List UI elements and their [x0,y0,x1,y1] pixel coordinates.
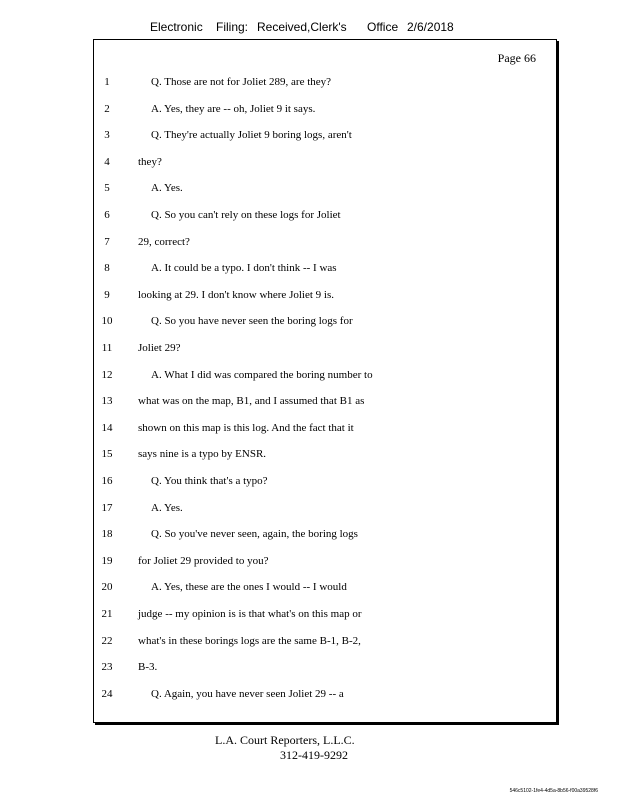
line-text: Joliet 29? [138,342,181,354]
line-number: 7 [104,235,110,248]
footer-company: L.A. Court Reporters, L.L.C. [215,733,355,747]
transcript-line [94,661,554,679]
transcript-page [93,39,557,723]
line-number: 17 [101,501,113,514]
footer-phone: 312-419-9292 [280,748,348,762]
line-number: 9 [104,288,110,301]
line-text: B-3. [138,661,158,674]
line-number: 12 [101,368,113,381]
line-number: 14 [101,421,113,434]
transcript-line [94,448,554,466]
line-text: Q. So you've never seen, again, the boring logs [151,528,358,541]
line-number: 13 [101,395,113,408]
transcript-line [94,369,554,387]
transcript-line [94,555,554,573]
transcript-line [94,608,554,626]
header-electronic: Electronic [150,20,203,34]
line-text: what's in these borings logs are the same B-1, B-2, [138,634,361,647]
transcript-line [94,688,554,706]
transcript-line [94,581,554,599]
line-number: 20 [101,581,113,594]
line-number: 1 [104,76,110,88]
line-number: 18 [101,528,113,541]
transcript-line [94,262,554,280]
line-number: 21 [101,608,113,620]
line-number: 22 [101,634,113,647]
transcript-line [94,156,554,174]
line-text: looking at 29. I don't know where Joliet 9 is. [138,288,334,301]
filing-header [0,20,618,36]
line-text: what was on the map, B1, and I assumed that B1 as [138,395,365,408]
line-text: 29, correct? [138,235,190,248]
transcript-line [94,236,554,254]
header-office: Office [367,20,399,34]
line-text: judge -- my opinion is is that what's on this map or [138,608,362,620]
transcript-line [94,528,554,546]
line-number: 10 [101,315,113,328]
document-id: 546c5102-1fe4-4d5a-8b56-f00a39528f6 [509,788,598,794]
transcript-line [94,475,554,493]
line-text: Q. They're actually Joliet 9 boring logs, aren't [151,129,352,142]
line-text: A. Yes. [151,501,183,514]
line-text: Q. So you have never seen the boring logs for [151,315,353,328]
line-number: 15 [101,448,113,461]
transcript-line [94,103,554,121]
transcript-line [94,289,554,307]
transcript-line [94,635,554,653]
line-text: they? [138,155,162,168]
transcript-line [94,315,554,333]
transcript-line [94,209,554,227]
line-text: A. It could be a typo. I don't think -- I was [151,262,337,275]
transcript-line [94,182,554,200]
line-text: Q. So you can't rely on these logs for Joliet [151,209,341,221]
line-text: Q. Those are not for Joliet 289, are they? [151,76,332,88]
line-number: 24 [101,687,113,700]
line-number: 8 [104,262,110,275]
transcript-line [94,342,554,360]
line-text: A. What I did was compared the boring number to [151,368,373,381]
line-number: 23 [101,661,113,674]
transcript-line [94,422,554,440]
line-text: says nine is a typo by ENSR. [138,448,267,461]
transcript-line [94,502,554,520]
line-text: A. Yes, these are the ones I would -- I would [151,581,347,594]
header-date: 2/6/2018 [407,20,454,34]
line-text: A. Yes. [151,182,183,195]
line-number: 3 [104,129,110,142]
line-number: 4 [104,155,110,168]
line-text: Q. You think that's a typo? [151,475,268,487]
line-number: 16 [101,475,113,487]
line-text: shown on this map is this log. And the fact that it [138,421,354,434]
header-filing: Filing: [216,20,249,34]
line-text: A. Yes, they are -- oh, Joliet 9 it says. [151,102,316,115]
line-number: 5 [104,182,110,195]
transcript-line [94,76,554,94]
line-number: 11 [101,342,113,354]
transcript-line [94,129,554,147]
line-text: Q. Again, you have never seen Joliet 29 -- a [151,687,344,700]
line-number: 2 [104,102,110,115]
line-number: 6 [104,209,110,221]
header-received: Received,Clerk's [257,20,347,34]
line-text: for Joliet 29 provided to you? [138,554,269,567]
line-number: 19 [101,554,113,567]
transcript-line [94,395,554,413]
page-number: Page 66 [497,51,536,65]
